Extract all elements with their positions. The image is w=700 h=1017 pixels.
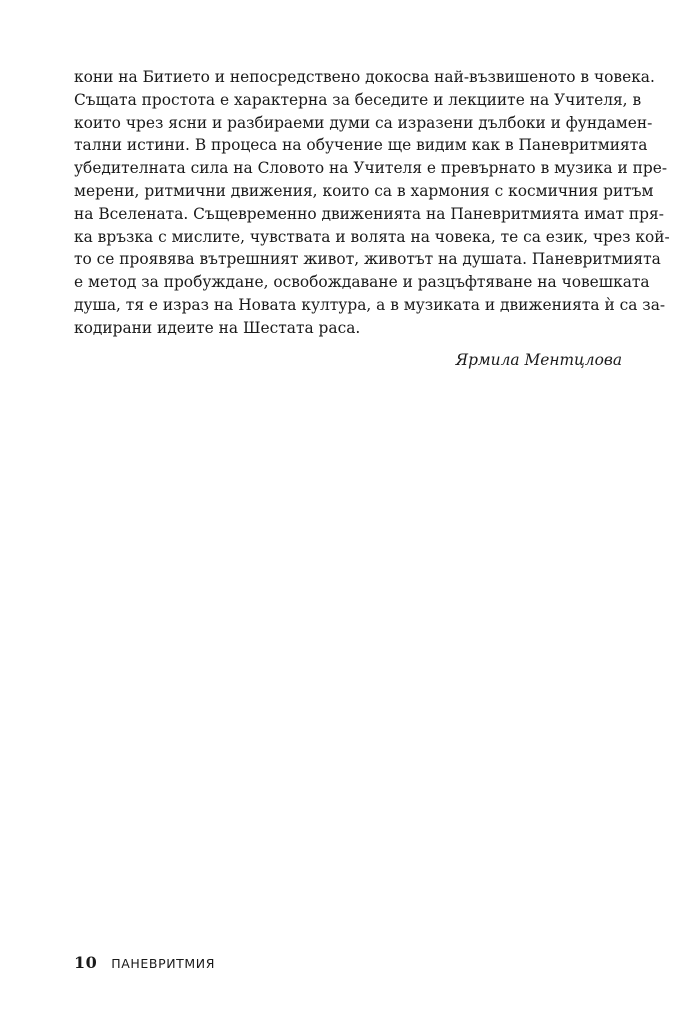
text-line: Същата простота е характерна за беседите и лекциите на Учителя, в <box>74 90 642 109</box>
text-line: е метод за пробуждане, освобождаване и разцъфтяване на човешката <box>74 273 650 292</box>
text-line: кони на Битието и непосредствено докосва най-възвишеното в човека. <box>74 68 655 86</box>
text-line: тални истини. В процеса на обучение ще видим как в Паневритмията <box>74 136 648 155</box>
text-line: на Вселената. Същевременно движенията на Паневритмията имат пря- <box>74 204 664 223</box>
page-number: 10 <box>74 953 98 972</box>
page-footer <box>74 953 215 972</box>
body-paragraph <box>74 66 670 340</box>
text-line: мерени, ритмични движения, които са в хармония с космичния ритъм <box>74 181 654 200</box>
text-line: които чрез ясни и разбираеми думи са изразени дълбоки и фундамен- <box>74 113 653 132</box>
text-line: кодирани идеите на Шестата раса. <box>74 318 361 337</box>
author-signature: Ярмила Ментцлова <box>455 351 622 369</box>
text-line: убедителната сила на Словото на Учителя е превърнато в музика и пре- <box>74 159 668 178</box>
running-title: ПАНЕВРИТМИЯ <box>111 956 216 971</box>
text-line: то се проявява вътрешният живот, животът на душата. Паневритмията <box>74 250 661 269</box>
text-line: душа, тя е израз на Новата култура, а в музиката и движенията ѝ са за- <box>74 295 666 314</box>
text-line: ка връзка с мислите, чувствата и волята на човека, те са език, чрез кой- <box>74 227 670 246</box>
